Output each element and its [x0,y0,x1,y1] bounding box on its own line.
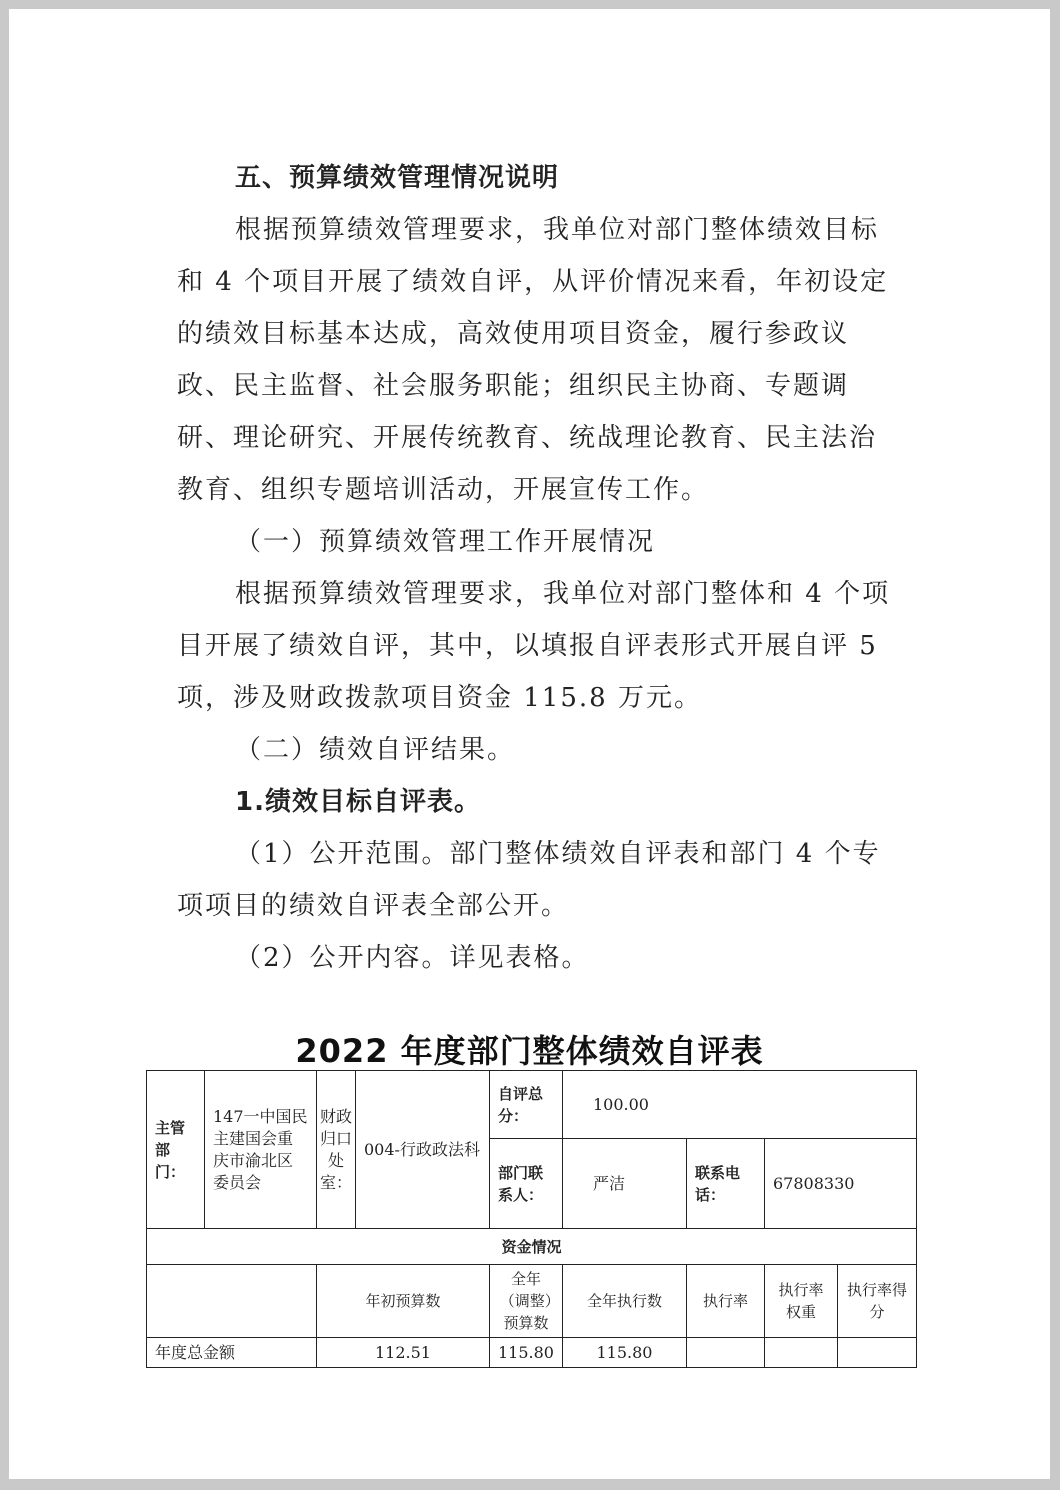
subheading-work: （一）预算绩效管理工作开展情况 [235,527,656,557]
phone-label: 联系电话： [686,1139,764,1229]
row-rate-score [837,1338,916,1368]
row-label: 年度总金额 [147,1338,317,1368]
row-executed: 115.80 [562,1338,686,1368]
dept-label: 主管部门： [147,1071,205,1229]
col-executed: 全年执行数 [562,1265,686,1338]
paragraph-work: 根据预算绩效管理要求，我单位对部门整体和 4 个项目开展了绩效自评，其中，以填报自评表形式开展自评 5 项，涉及财政拨款项目资金 115.8 万元。 [177,579,891,713]
office-value: 004-行政政法科 [356,1071,490,1229]
dept-value: 147一中国民主建国会重庆市渝北区委员会 [205,1071,317,1229]
paragraph-scope: （1）公开范围。部门整体绩效自评表和部门 4 个专项项目的绩效自评表全部公开。 [177,839,881,921]
col-rate-weight: 执行率权重 [764,1265,837,1338]
col-exec-rate: 执行率 [686,1265,764,1338]
performance-table [146,1070,917,1368]
phone-value: 67808330 [764,1139,916,1229]
header-blank [147,1265,317,1338]
paragraph-content: （2）公开内容。详见表格。 [235,943,590,973]
office-label: 财政归口处室： [317,1071,356,1229]
paragraph-overview: 根据预算绩效管理要求，我单位对部门整体绩效目标和 4 个项目开展了绩效自评，从评价情况来看，年初设定的绩效目标基本达成，高效使用项目资金，履行参政议政、民主监督、社会服务职能；组织民主协商、专题调研、理论研究、开展传统教育、统战理论教育、民主法治教育、组织专题培训活动，开展宣传工作。 [177,215,889,505]
subheading-results: （二）绩效自评结果。 [235,735,516,765]
row-adjusted-budget: 115.80 [490,1338,563,1368]
table-title: 2022 年度部门整体绩效自评表 [295,1032,764,1070]
row-rate-weight [764,1338,837,1368]
contact-value: 严洁 [562,1139,686,1229]
section-heading: 五、预算绩效管理情况说明 [235,163,560,193]
col-adjusted-budget: 全年（调整）预算数 [490,1265,563,1338]
col-rate-score: 执行率得分 [837,1265,916,1338]
funds-header: 资金情况 [147,1229,917,1265]
row-exec-rate [686,1338,764,1368]
contact-label: 部门联系人： [490,1139,563,1229]
score-label: 自评总分： [490,1071,563,1139]
score-value: 100.00 [562,1071,916,1139]
col-initial-budget: 年初预算数 [317,1265,490,1338]
item-heading: 1.绩效目标自评表。 [235,787,481,817]
row-initial-budget: 112.51 [317,1338,490,1368]
document-page [9,9,1050,1479]
